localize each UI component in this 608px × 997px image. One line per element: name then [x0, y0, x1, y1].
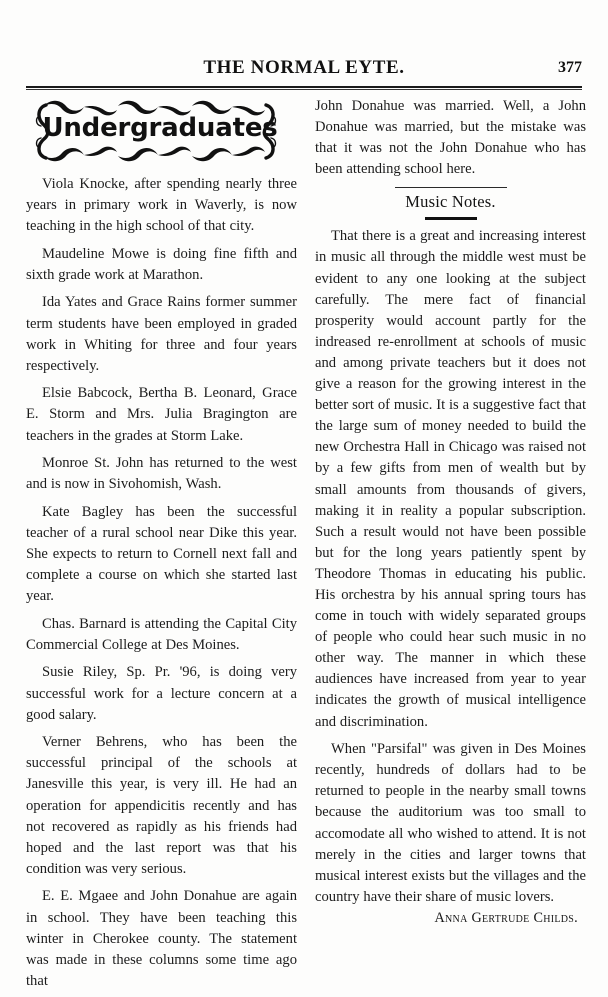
paragraph: Susie Riley, Sp. Pr. '96, is doing very successful work for a lecture concern at a good salary. — [26, 664, 297, 723]
paragraph: E. E. Mgaee and John Donahue are again in school. They have been teaching this winter in Cherokee county. The statement was made in these columns some time ago that — [26, 888, 297, 989]
section-heading-label: Music Notes. — [405, 192, 496, 212]
undergraduates-masthead — [26, 96, 294, 166]
article-signature: Anna Gertrude Childs. — [434, 909, 578, 926]
section-rule-bottom — [425, 217, 477, 220]
continued-paragraph: John Donahue was married. Well, a John Donahue was married, but the mistake was that it was not the John Donahue who has been attending school here. — [315, 98, 586, 178]
header-rule-thin — [26, 89, 582, 90]
paragraph: Elsie Babcock, Bertha B. Leonard, Grace E. Storm and Mrs. Julia Bragington are teachers in the grades at Storm Lake. — [26, 385, 297, 444]
paragraph: That there is a great and increasing interest in music all through the middle west must be evident to any one looking at the subject carefully. The mere fact of financial prosperity would account partly for the indreased re-enrollment at schools of music and among private teachers but it does not give a reason for the growing interest in the better sort of music. It is a suggestive fact that the large sum of money needed to build the new Orchestra Hall in Chicago was raised not by a few gifts from men of wealth but by small amounts from thousands of givers, making it in reality a popular subscription. Such a result would not have been possible but for the long years patiently spent by Theodore Thomas in educating his public. His orchestra by his annual spring tours has come in touch with widely separated groups of people who could hear such music in no other way. The manner in which these audiences have increased from year to year indicates the growth of musical intelligence and discrimination. — [315, 228, 586, 730]
paragraph: Verner Behrens, who has been the successful principal of the schools at Janesville this year, is very ill. He had an operation for appendicitis recently and has not recovered as rapidly as his friends had hoped and the last report was that his condition was very serious. — [26, 734, 297, 877]
masthead-title: Undergraduates — [42, 113, 278, 143]
paragraph: Chas. Barnard is attending the Capital City Commercial College at Des Moines. — [26, 615, 297, 653]
running-head — [26, 57, 582, 83]
paragraph: Viola Knocke, after spending nearly three years in primary work in Waverly, is now teaching in the high school of that city. — [26, 176, 297, 235]
two-column-body — [26, 96, 586, 989]
music-notes-heading — [315, 187, 586, 220]
page-title: THE NORMAL EYTE. — [203, 57, 405, 78]
left-column — [26, 96, 297, 989]
paragraph: Kate Bagley has been the successful teacher of a rural school near Dike this year. She expects to return to Cornell next fall and complete a course on which she started last year. — [26, 503, 297, 605]
paragraph: Ida Yates and Grace Rains former summer term students have been employed in graded work in Whiting for three and four years respectively. — [26, 294, 297, 374]
right-column — [315, 96, 586, 977]
paragraph: When "Parsifal" was given in Des Moines recently, hundreds of dollars had to be returned to people in the nearby small towns because the auditorium was too small to accomodate all who wished to attend. It is not merely in the cities and larger towns that musical interest exists but the villages and the country have their share of music lovers. — [315, 741, 586, 905]
header-rule-thick — [26, 86, 582, 88]
section-rule-top — [395, 187, 507, 188]
header-double-rule — [26, 86, 582, 90]
paragraph: Monroe St. John has returned to the west and is now in Sivohomish, Wash. — [26, 455, 297, 493]
paragraph: Maudeline Mowe is doing fine fifth and sixth grade work at Marathon. — [26, 245, 297, 283]
page-number: 377 — [558, 59, 582, 76]
